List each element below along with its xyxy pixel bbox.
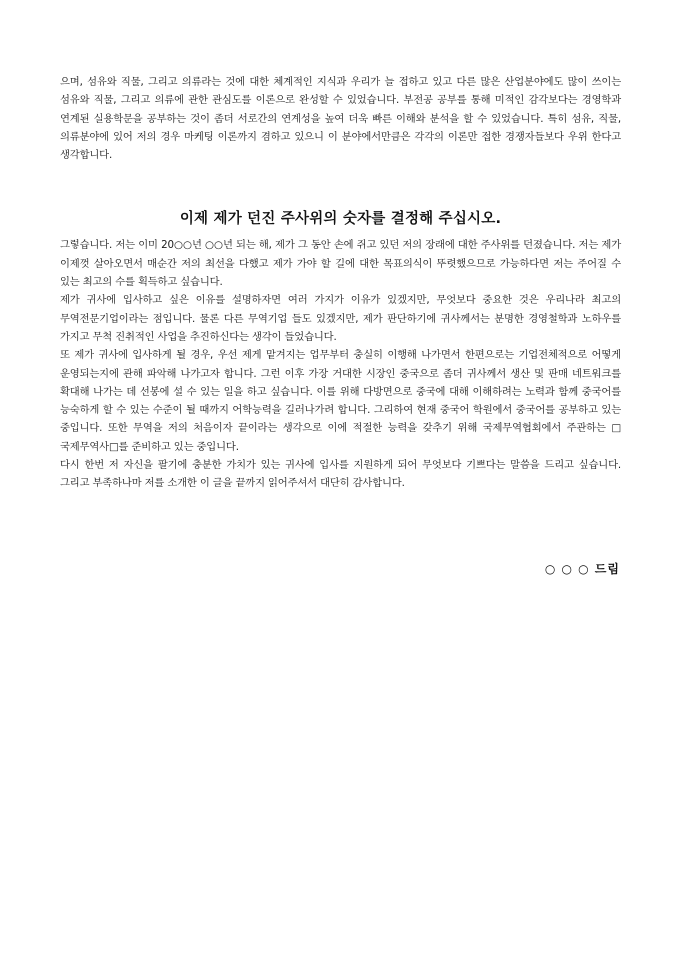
signature: ○ ○ ○ 드림 bbox=[544, 562, 620, 576]
section-body bbox=[60, 236, 621, 492]
section-title: 이제 제가 던진 주사위의 숫자를 결정해 주십시오. bbox=[179, 211, 502, 228]
intro-paragraph: 으며, 섬유와 직물, 그리고 의류라는 것에 대한 체계적인 지식과 우리가 늘 접하고 있고 다른 많은 산업분야에도 많이 쓰이는 섬유와 직물, 그리고 의류에 관한 관심도를 이론으로 완성할 수 있었습니다. 부전공 공부를 통해 미적인 감각보다는 경영학과 연계된 실용학문을 공부하는 것이 좀더 서로간의 연계성을 높여 더욱 빠른 이해와 분석을 할 수 있었습니다. 특히 섬유, 직물, 의류분야에 있어 저의 경우 마케팅 이론까지 겸하고 있으니 이 분야에서만큼은 각각의 이론만 접한 경쟁자들보다 우위 한다고 생각합니다. bbox=[60, 76, 621, 162]
body-paragraph: 그렇습니다. 저는 이미 20○○년 ○○년 되는 해, 제가 그 동안 손에 쥐고 있던 저의 장래에 대한 주사위를 던졌습니다. 저는 제가 이제껏 살아오면서 매순간 저의 최선을 다했고 제가 가야 할 길에 대한 목표의식이 뚜렷했으므로 가능하다면 저는 주어질 수 있는 최고의 수를 획득하고 싶습니다. bbox=[60, 239, 621, 289]
document-page bbox=[60, 73, 621, 493]
body-paragraph: 제가 귀사에 입사하고 싶은 이유를 설명하자면 여러 가지가 이유가 있겠지만, 무엇보다 중요한 것은 우리나라 최고의 무역전문기업이라는 점입니다. 물론 다른 무역기업 들도 있겠지만, 제가 판단하기에 귀사께서는 분명한 경영철학과 노하우를 가지고 무척 진취적인 사업을 추진하신다는 생각이 들었습니다. bbox=[60, 294, 621, 343]
body-paragraph: 또 제가 귀사에 입사하게 될 경우, 우선 제게 맡겨지는 업무부터 충실히 이행해 나가면서 한편으로는 기업전체적으로 어떻게 운영되는지에 관해 파악해 나가고자 합니다. 그런 이후 가장 거대한 시장인 중국으로 좀더 귀사께서 생산 및 판매 네트워크를 확대해 나가는 데 선봉에 설 수 있는 일을 하고 싶습니다. 이를 위해 다방면으로 중국에 대해 이해하려는 노력과 함께 중국어를 능숙하게 할 수 있는 수준이 될 때까지 어학능력을 길러나가려 합니다. 그리하여 현재 중국어 학원에서 중국어를 공부하고 있는 중입니다. 또한 무역을 저의 처음이자 끝이라는 생각으로 이에 적절한 능력을 갖추기 위해 국제무역협회에서 주관하는 □국제무역사□를 준비하고 있는 중입니다. bbox=[60, 349, 621, 453]
body-paragraph: 다시 한번 저 자신을 팔기에 충분한 가치가 있는 귀사에 입사를 지원하게 되어 무엇보다 기쁘다는 말씀을 드리고 싶습니다. 그리고 부족하나마 저를 소개한 이 글을 끝까지 읽어주셔서 대단히 감사합니다. bbox=[60, 459, 621, 490]
